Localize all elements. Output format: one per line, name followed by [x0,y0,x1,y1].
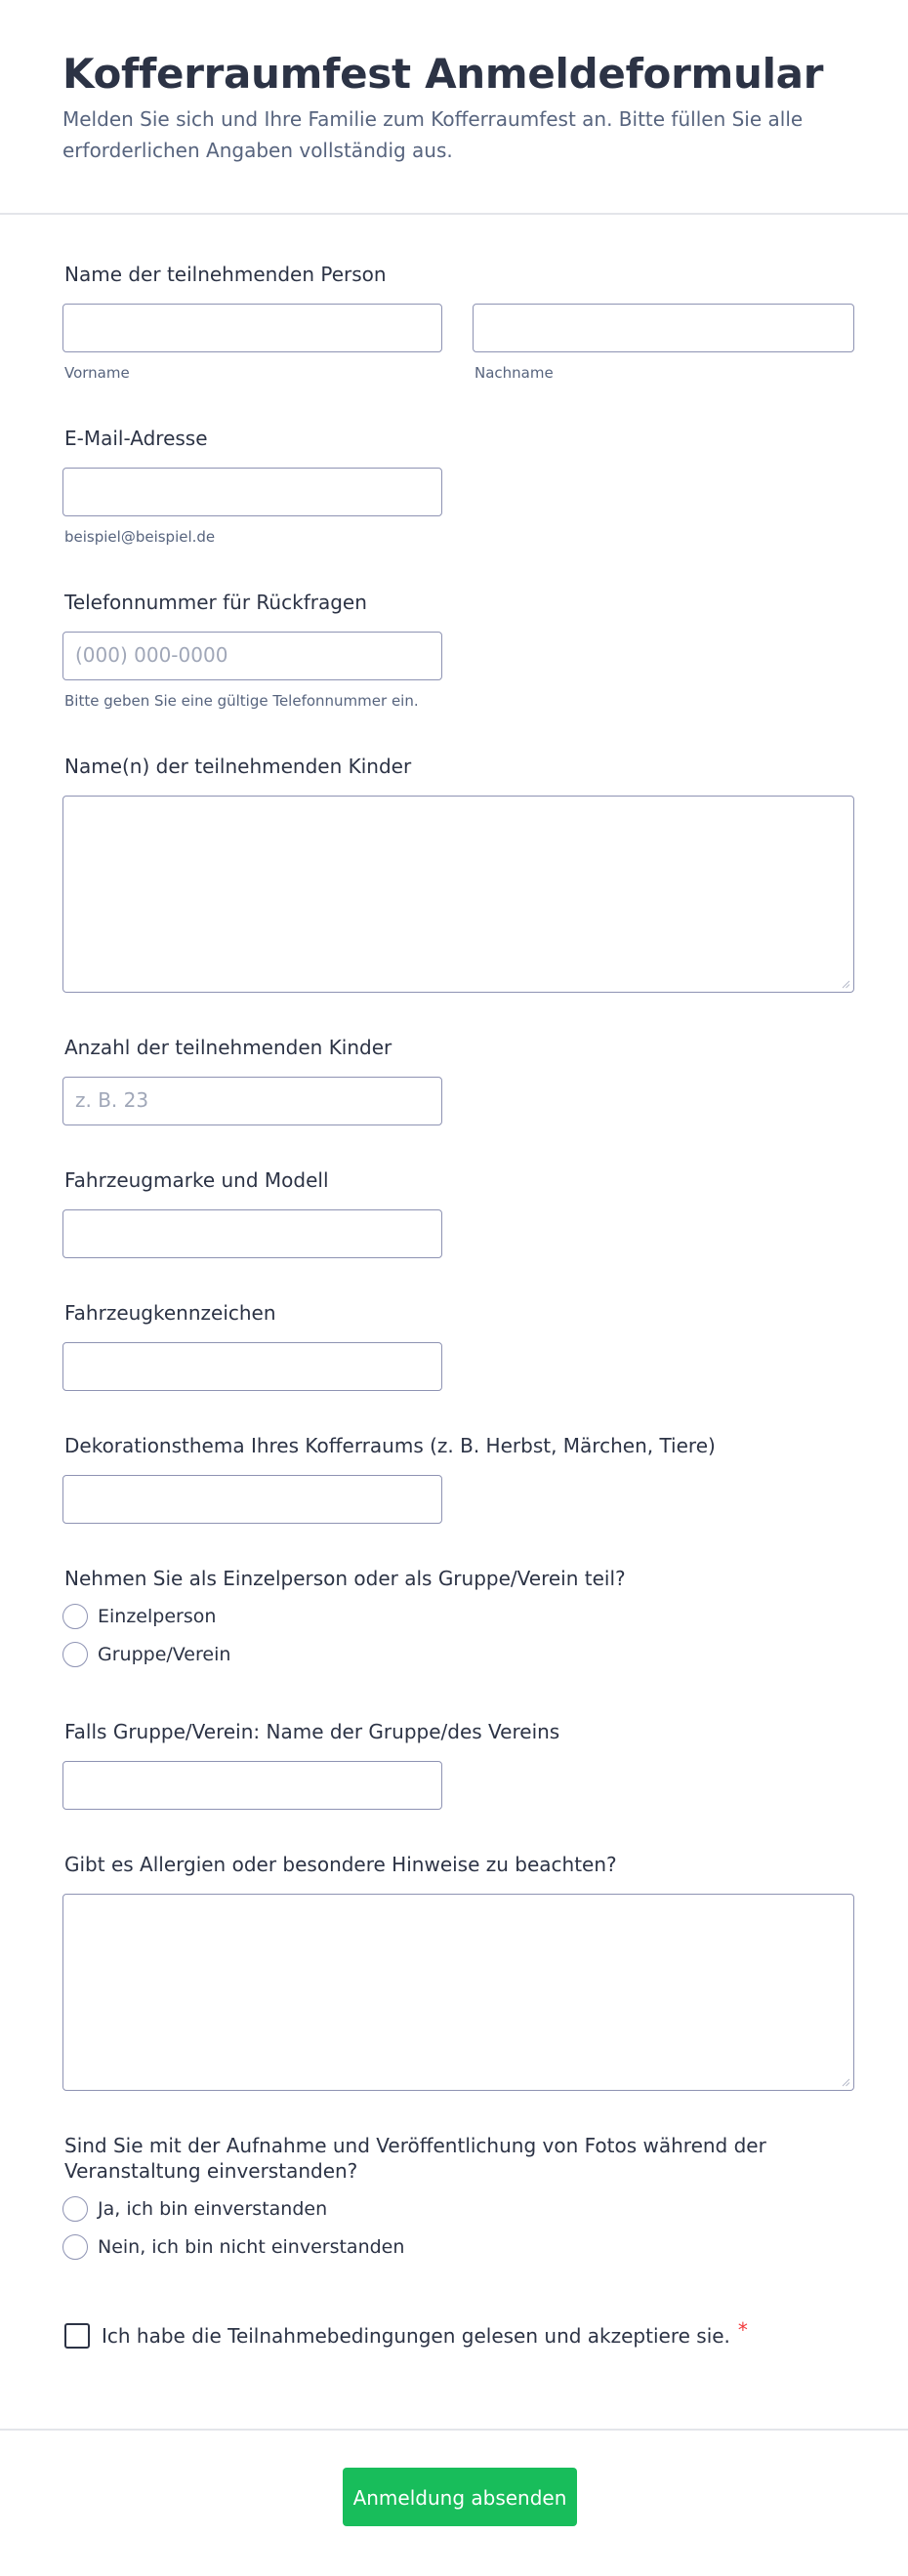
children-names-label: Name(n) der teilnehmenden Kinder [64,755,412,778]
radio-option-label: Nein, ich bin nicht einverstanden [98,2235,405,2258]
field-allergies [62,1852,854,2091]
footer-divider [0,2429,908,2431]
radio-circle[interactable] [62,2196,88,2222]
decoration-theme-label: Dekorationsthema Ihres Kofferraums (z. B. Herbst, Märchen, Tiere) [64,1434,716,1457]
email-sublabel: beispiel@beispiel.de [64,528,216,546]
radio-option-label: Gruppe/Verein [98,1643,231,1665]
children-count-input[interactable]: z. B. 23 [62,1077,442,1125]
radio-circle[interactable] [62,2234,88,2260]
radio-circle[interactable] [62,1604,88,1629]
terms-checkbox[interactable] [64,2323,90,2349]
radio-option-label: Ja, ich bin einverstanden [98,2197,328,2220]
email-input[interactable] [62,468,442,516]
required-asterisk: * [737,2318,748,2342]
field-decoration-theme [62,1433,716,1524]
group-name-label: Falls Gruppe/Verein: Name der Gruppe/des Vereins [64,1720,560,1743]
field-participant-name [62,262,854,382]
phone-sublabel: Bitte geben Sie eine gültige Telefonnummer ein. [64,692,419,710]
decoration-theme-input[interactable] [62,1475,442,1524]
field-phone [62,590,442,710]
form-header [0,0,908,215]
vehicle-input[interactable] [62,1209,442,1258]
last-name-input[interactable] [473,304,854,352]
field-plate [62,1300,442,1391]
phone-input[interactable]: (000) 000-0000 [62,632,442,680]
submit-button[interactable]: Anmeldung absenden [343,2468,577,2526]
photo-consent-label: Sind Sie mit der Aufnahme und Veröffentlichung von Fotos während der Veranstaltung einverstanden? [64,2134,766,2183]
field-email [62,426,442,546]
participation-label: Nehmen Sie als Einzelperson oder als Gruppe/Verein teil? [64,1567,626,1590]
group-name-input[interactable] [62,1761,442,1810]
vehicle-label: Fahrzeugmarke und Modell [64,1168,329,1192]
resize-grip-icon[interactable] [842,2078,850,2087]
terms-label: Ich habe die Teilnahmebedingungen gelesen und akzeptiere sie. [102,2324,730,2348]
children-count-label: Anzahl der teilnehmenden Kinder [64,1036,392,1059]
page-title: Kofferraumfest Anmeldeformular [62,50,824,98]
children-names-textarea[interactable] [62,796,854,993]
first-name-sublabel: Vorname [64,364,130,382]
resize-grip-icon[interactable] [842,980,850,989]
field-children-count [62,1035,442,1125]
field-vehicle [62,1167,442,1258]
terms-checkbox-row[interactable] [64,2318,748,2349]
last-name-sublabel: Nachname [475,364,554,382]
phone-label: Telefonnummer für Rückfragen [64,591,367,614]
plate-label: Fahrzeugkennzeichen [64,1301,276,1325]
field-photo-consent [62,2133,785,2266]
plate-input[interactable] [62,1342,442,1391]
radio-option-consent-yes[interactable] [62,2189,785,2228]
radio-option-individual[interactable] [62,1597,626,1635]
page-subtitle: Melden Sie sich und Ihre Familie zum Kofferraumfest an. Bitte füllen Sie alle erforderlichen Angaben vollständig aus. [62,107,804,162]
radio-circle[interactable] [62,1642,88,1667]
email-label: E-Mail-Adresse [64,427,208,450]
field-terms [64,2318,748,2349]
field-group-name [62,1719,559,1810]
allergies-label: Gibt es Allergien oder besondere Hinweise zu beachten? [64,1853,617,1876]
field-children-names [62,754,854,993]
first-name-input[interactable] [62,304,442,352]
allergies-textarea[interactable] [62,1894,854,2091]
radio-option-group[interactable] [62,1635,626,1673]
participant-name-label: Name der teilnehmenden Person [64,263,387,286]
radio-option-label: Einzelperson [98,1605,217,1627]
field-participation [62,1566,626,1673]
radio-option-consent-no[interactable] [62,2228,785,2266]
